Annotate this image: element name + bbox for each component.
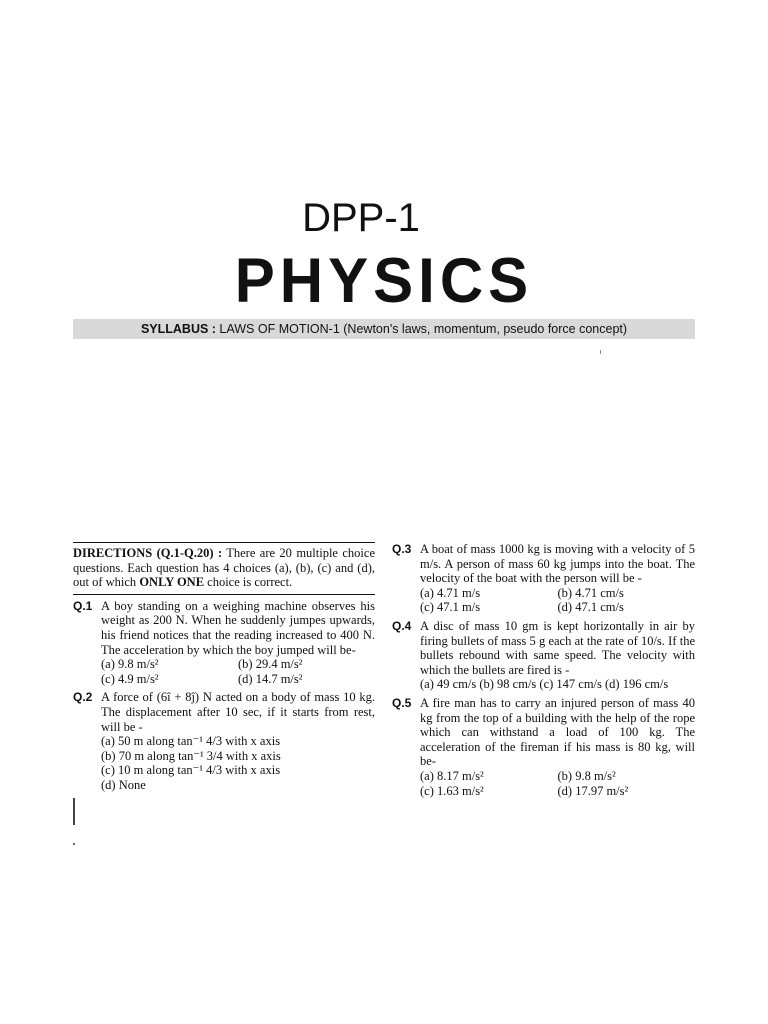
- directions-text-end: choice is correct.: [204, 575, 293, 590]
- option-c: (c) 47.1 m/s: [420, 600, 481, 615]
- question-number: Q.3: [392, 542, 412, 556]
- option-d: (d) 17.97 m/s²: [557, 783, 629, 798]
- option-b: (b) 29.4 m/s²: [238, 657, 303, 672]
- dpp-title: DPP-1: [302, 196, 420, 240]
- syllabus-bar: [73, 319, 695, 339]
- question-text: A disc of mass 10 gm is kept horizontally in air by firing bullets of mass 5 g each at the rate of 10/s. If the bullets rebound with same speed. The velocity with which the bullets are fired is -: [420, 618, 695, 677]
- directions-label: DIRECTIONS (Q.1-Q.20) :: [73, 546, 223, 560]
- option-d: (d) 47.1 cm/s: [557, 600, 624, 615]
- question-number: Q.5: [392, 695, 412, 710]
- subject-title: PHYSICS: [234, 245, 534, 316]
- right-column: [392, 542, 695, 798]
- question-text: A fire man has to carry an injured person of mass 40 kg from the top of a building with the help of the rope which can withstand a load of 100 kg. The acceleration of the fireman if his mass is 80 kg, will be-: [420, 695, 695, 769]
- option-c: (c) 4.9 m/s²: [101, 671, 159, 686]
- options: [101, 734, 375, 792]
- option-a: (a) 8.17 m/s²: [420, 768, 484, 783]
- question-number: Q.4: [392, 618, 412, 633]
- option-a: (a) 9.8 m/s²: [101, 657, 159, 672]
- left-column: [73, 542, 375, 793]
- option-a: (a) 50 m along tan⁻¹ 4/3 with x axis: [101, 734, 281, 749]
- option-c: (c) 10 m along tan⁻¹ 4/3 with x axis: [101, 763, 281, 778]
- option-c: (c) 1.63 m/s²: [420, 783, 484, 798]
- question-text: A force of (6î + 8ĵ) N acted on a body of mass 10 kg. The displacement after 10 sec, if it starts from rest, will be -: [101, 690, 375, 734]
- question-number: Q.2: [73, 690, 93, 705]
- tick-mark: [600, 350, 601, 354]
- question-4: [392, 619, 695, 692]
- question-3: [392, 542, 695, 615]
- question-text: A boat of mass 1000 kg is moving with a velocity of 5 m/s. A person of mass 60 kg jumps into the boat. The velocity of the boat with the person will be -: [420, 542, 695, 586]
- option-b: (b) 70 m along tan⁻¹ 3/4 with x axis: [101, 748, 281, 763]
- question-text: A boy standing on a weighing machine observes his weight as 200 N. When he suddenly jumpes upwards, his friend notices that the reading increased to 400 N. The acceleration by which the boy jumped will be-: [101, 598, 375, 657]
- option-b: (b) 4.71 cm/s: [557, 585, 624, 600]
- options: [101, 657, 375, 686]
- option-a: (a) 4.71 m/s: [420, 585, 481, 600]
- directions-box: [73, 542, 375, 595]
- options: [420, 586, 695, 615]
- options: [420, 769, 695, 798]
- option-b: (b) 9.8 m/s²: [557, 768, 616, 783]
- option-d: (d) None: [101, 777, 146, 792]
- margin-dot: [73, 843, 75, 845]
- syllabus-label: SYLLABUS :: [140, 322, 216, 336]
- directions-text: There are 20 multiple choice questions. Each question has 4 choices (a), (b), (c) and (d), out of which: [73, 546, 375, 590]
- syllabus-text: LAWS OF MOTION-1 (Newton's laws, momentum, pseudo force concept): [215, 322, 628, 336]
- question-5: [392, 696, 695, 798]
- margin-line: [73, 798, 75, 825]
- question-1: [73, 599, 375, 687]
- directions-emphasis: ONLY ONE: [139, 575, 205, 590]
- question-2: [73, 690, 375, 792]
- option-d: (d) 14.7 m/s²: [238, 671, 303, 686]
- options-line: (a) 49 cm/s (b) 98 cm/s (c) 147 cm/s (d) 196 cm/s: [420, 677, 669, 692]
- question-number: Q.1: [73, 598, 93, 613]
